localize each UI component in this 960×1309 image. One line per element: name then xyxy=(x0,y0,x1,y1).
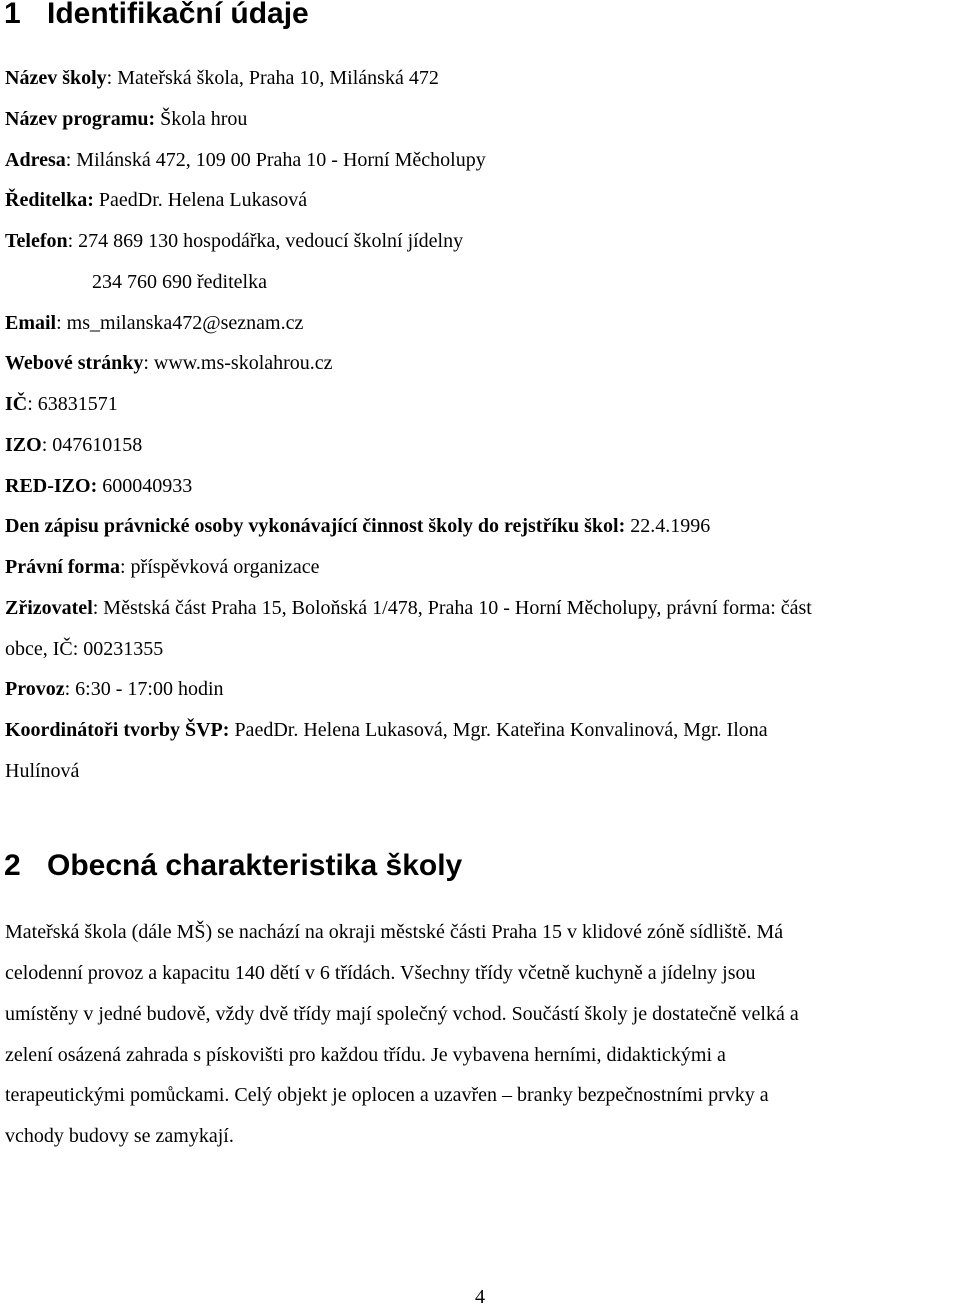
field-label: Právní forma xyxy=(5,556,120,578)
field-label: Ředitelka: xyxy=(5,189,94,211)
section-number: 2 xyxy=(4,849,21,882)
paragraph-line: zelení osázená zahrada s pískovišti pro každou třídu. Je vybavena herními, didaktickými a xyxy=(5,1044,726,1066)
coordinators-line-2: Hulínová xyxy=(5,760,80,782)
field-value: : ms_milanska472@seznam.cz xyxy=(56,312,304,334)
section-title: Obecná charakteristika školy xyxy=(47,849,463,882)
izo-line xyxy=(5,433,142,457)
field-label: Webové stránky xyxy=(5,352,144,374)
field-value: : 63831571 xyxy=(27,393,118,415)
field-value: 22.4.1996 xyxy=(625,515,711,537)
page-number: 4 xyxy=(475,1286,485,1308)
website-line xyxy=(5,351,333,375)
field-value: : Milánská 472, 109 00 Praha 10 - Horní Měcholupy xyxy=(65,149,486,171)
field-value: : 274 869 130 hospodářka, vedoucí školní jídelny xyxy=(67,230,464,252)
address-line xyxy=(5,148,486,172)
field-value: : Městská část Praha 15, Boloňská 1/478, Praha 10 - Horní Měcholupy, právní forma: část xyxy=(92,597,812,619)
section-2-heading xyxy=(4,848,462,884)
field-value: PaedDr. Helena Lukasová, Mgr. Kateřina Konvalinová, Mgr. Ilona xyxy=(229,719,768,741)
section-1-heading xyxy=(4,0,309,32)
field-value: Škola hrou xyxy=(155,108,248,130)
legal-form-line xyxy=(5,555,320,579)
email-line xyxy=(5,311,303,335)
field-value: PaedDr. Helena Lukasová xyxy=(93,189,308,211)
paragraph-line: celodenní provoz a kapacitu 140 dětí v 6 třídách. Všechny třídy včetně kuchyně a jídelny jsou xyxy=(5,962,756,984)
director-line xyxy=(5,188,307,212)
registration-line xyxy=(5,514,710,538)
field-value: : Mateřská škola, Praha 10, Milánská 472 xyxy=(106,67,439,89)
founder-line xyxy=(5,596,812,620)
field-label: Název programu: xyxy=(5,108,156,130)
founder-line-2: obce, IČ: 00231355 xyxy=(5,638,164,660)
field-label: Adresa xyxy=(5,149,66,171)
program-name-line xyxy=(5,107,247,131)
school-name-line xyxy=(5,66,439,90)
field-label: IZO xyxy=(5,434,42,456)
field-label: Zřizovatel xyxy=(5,597,93,619)
field-label: RED-IZO: xyxy=(5,475,98,497)
phone-line-2: 234 760 690 ředitelka xyxy=(92,271,267,293)
section-number: 1 xyxy=(4,0,21,30)
paragraph-line: vchody budovy se zamykají. xyxy=(5,1125,234,1147)
paragraph-line: umístěny v jedné budově, vždy dvě třídy mají společný vchod. Součástí školy je dostatečně velká a xyxy=(5,1003,799,1025)
field-value: : 6:30 - 17:00 hodin xyxy=(64,678,224,700)
field-value: : 047610158 xyxy=(41,434,143,456)
field-label: Telefon xyxy=(5,230,68,252)
section-title: Identifikační údaje xyxy=(47,0,309,30)
field-value: 600040933 xyxy=(97,475,193,497)
red-izo-line xyxy=(5,474,192,498)
field-value: : www.ms-skolahrou.cz xyxy=(143,352,333,374)
field-value: : příspěvková organizace xyxy=(119,556,320,578)
coordinators-line xyxy=(5,718,768,742)
phone-line xyxy=(5,229,463,253)
field-label: Koordinátoři tvorby ŠVP: xyxy=(5,719,230,741)
field-label: Název školy xyxy=(5,67,107,89)
field-label: Den zápisu právnické osoby vykonávající činnost školy do rejstříku škol: xyxy=(5,515,626,537)
ic-line xyxy=(5,392,118,416)
paragraph-line: terapeutickými pomůckami. Celý objekt je oplocen a uzavřen – branky bezpečnostními prvky a xyxy=(5,1084,769,1106)
field-label: IČ xyxy=(5,393,28,415)
field-label: Email xyxy=(5,312,57,334)
hours-line xyxy=(5,677,224,701)
field-label: Provoz xyxy=(5,678,65,700)
paragraph-line: Mateřská škola (dále MŠ) se nachází na okraji městské části Praha 15 v klidové zóně sídliště. Má xyxy=(5,921,784,943)
